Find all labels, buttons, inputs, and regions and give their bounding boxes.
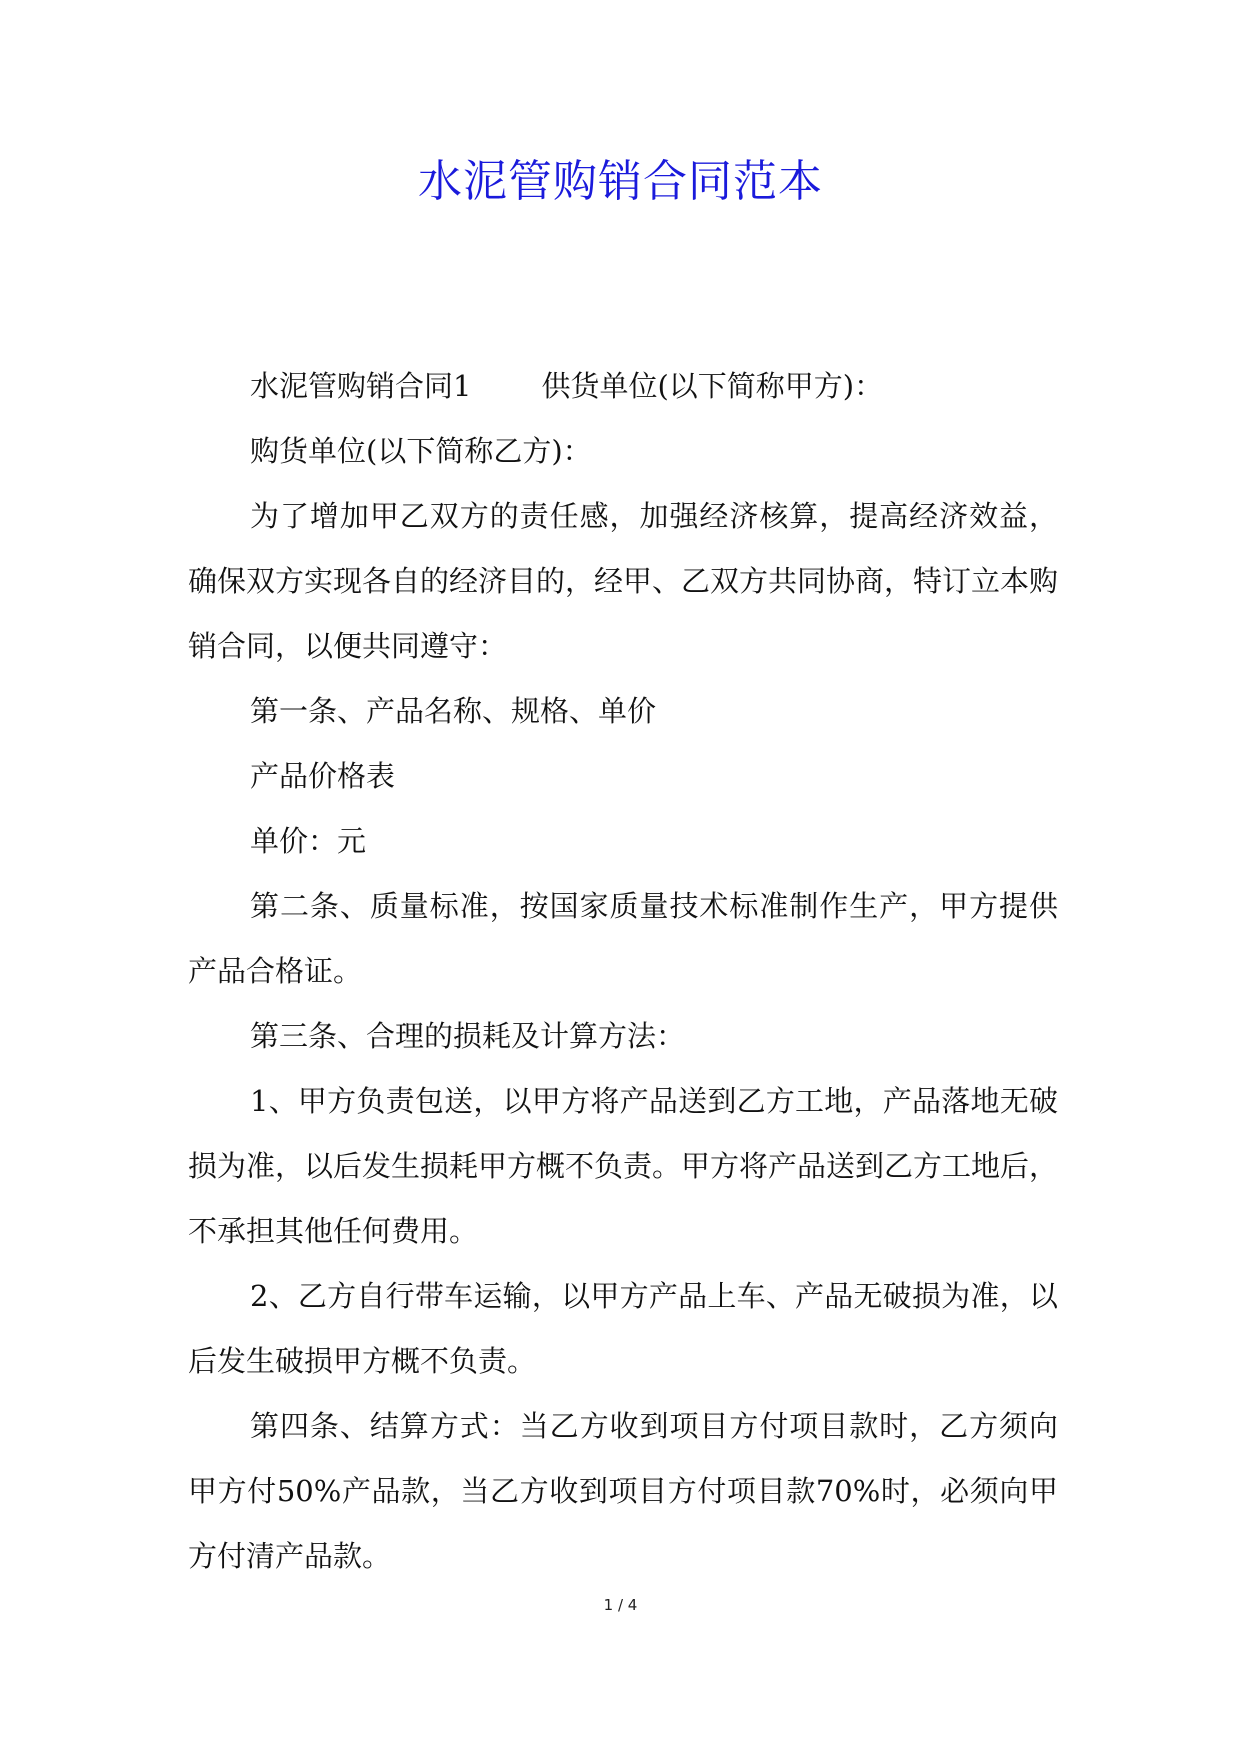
paragraph: 第三条、合理的损耗及计算方法： <box>250 1019 686 1053</box>
paragraph: 2、乙方自行带车运输，以甲方产品上车、产品无破损为准，以后发生破损甲方概不负责。 <box>188 1279 1058 1378</box>
paragraph: 产品价格表 <box>250 759 396 793</box>
contract-header-line <box>188 354 1058 419</box>
supplier-label: 供货单位(以下简称甲方)： <box>541 369 884 403</box>
paragraph: 1、甲方负责包送，以甲方将产品送到乙方工地，产品落地无破损为准，以后发生损耗甲方概不负责。甲方将产品送到乙方工地后，不承担其他任何费用。 <box>188 1084 1059 1248</box>
paragraph: 单价：元 <box>250 824 367 858</box>
document-body <box>188 354 1058 1589</box>
paragraph: 第四条、结算方式：当乙方收到项目方付项目款时，乙方须向甲方付50%产品款，当乙方收到项目方付项目款70%时，必须向甲方付清产品款。 <box>188 1409 1058 1573</box>
paragraph: 第二条、质量标准，按国家质量技术标准制作生产，甲方提供产品合格证。 <box>188 889 1058 988</box>
paragraph: 购货单位(以下简称乙方)： <box>250 434 592 468</box>
paragraph: 第一条、产品名称、规格、单价 <box>250 694 657 728</box>
document-title: 水泥管购销合同范本 <box>418 156 823 207</box>
contract-number-label: 水泥管购销合同1 <box>250 369 472 403</box>
paragraph: 为了增加甲乙双方的责任感，加强经济核算，提高经济效益，确保双方实现各自的经济目的，经甲、乙双方共同协商，特订立本购销合同，以便共同遵守： <box>188 499 1059 663</box>
page-number: 1 / 4 <box>603 1596 638 1614</box>
